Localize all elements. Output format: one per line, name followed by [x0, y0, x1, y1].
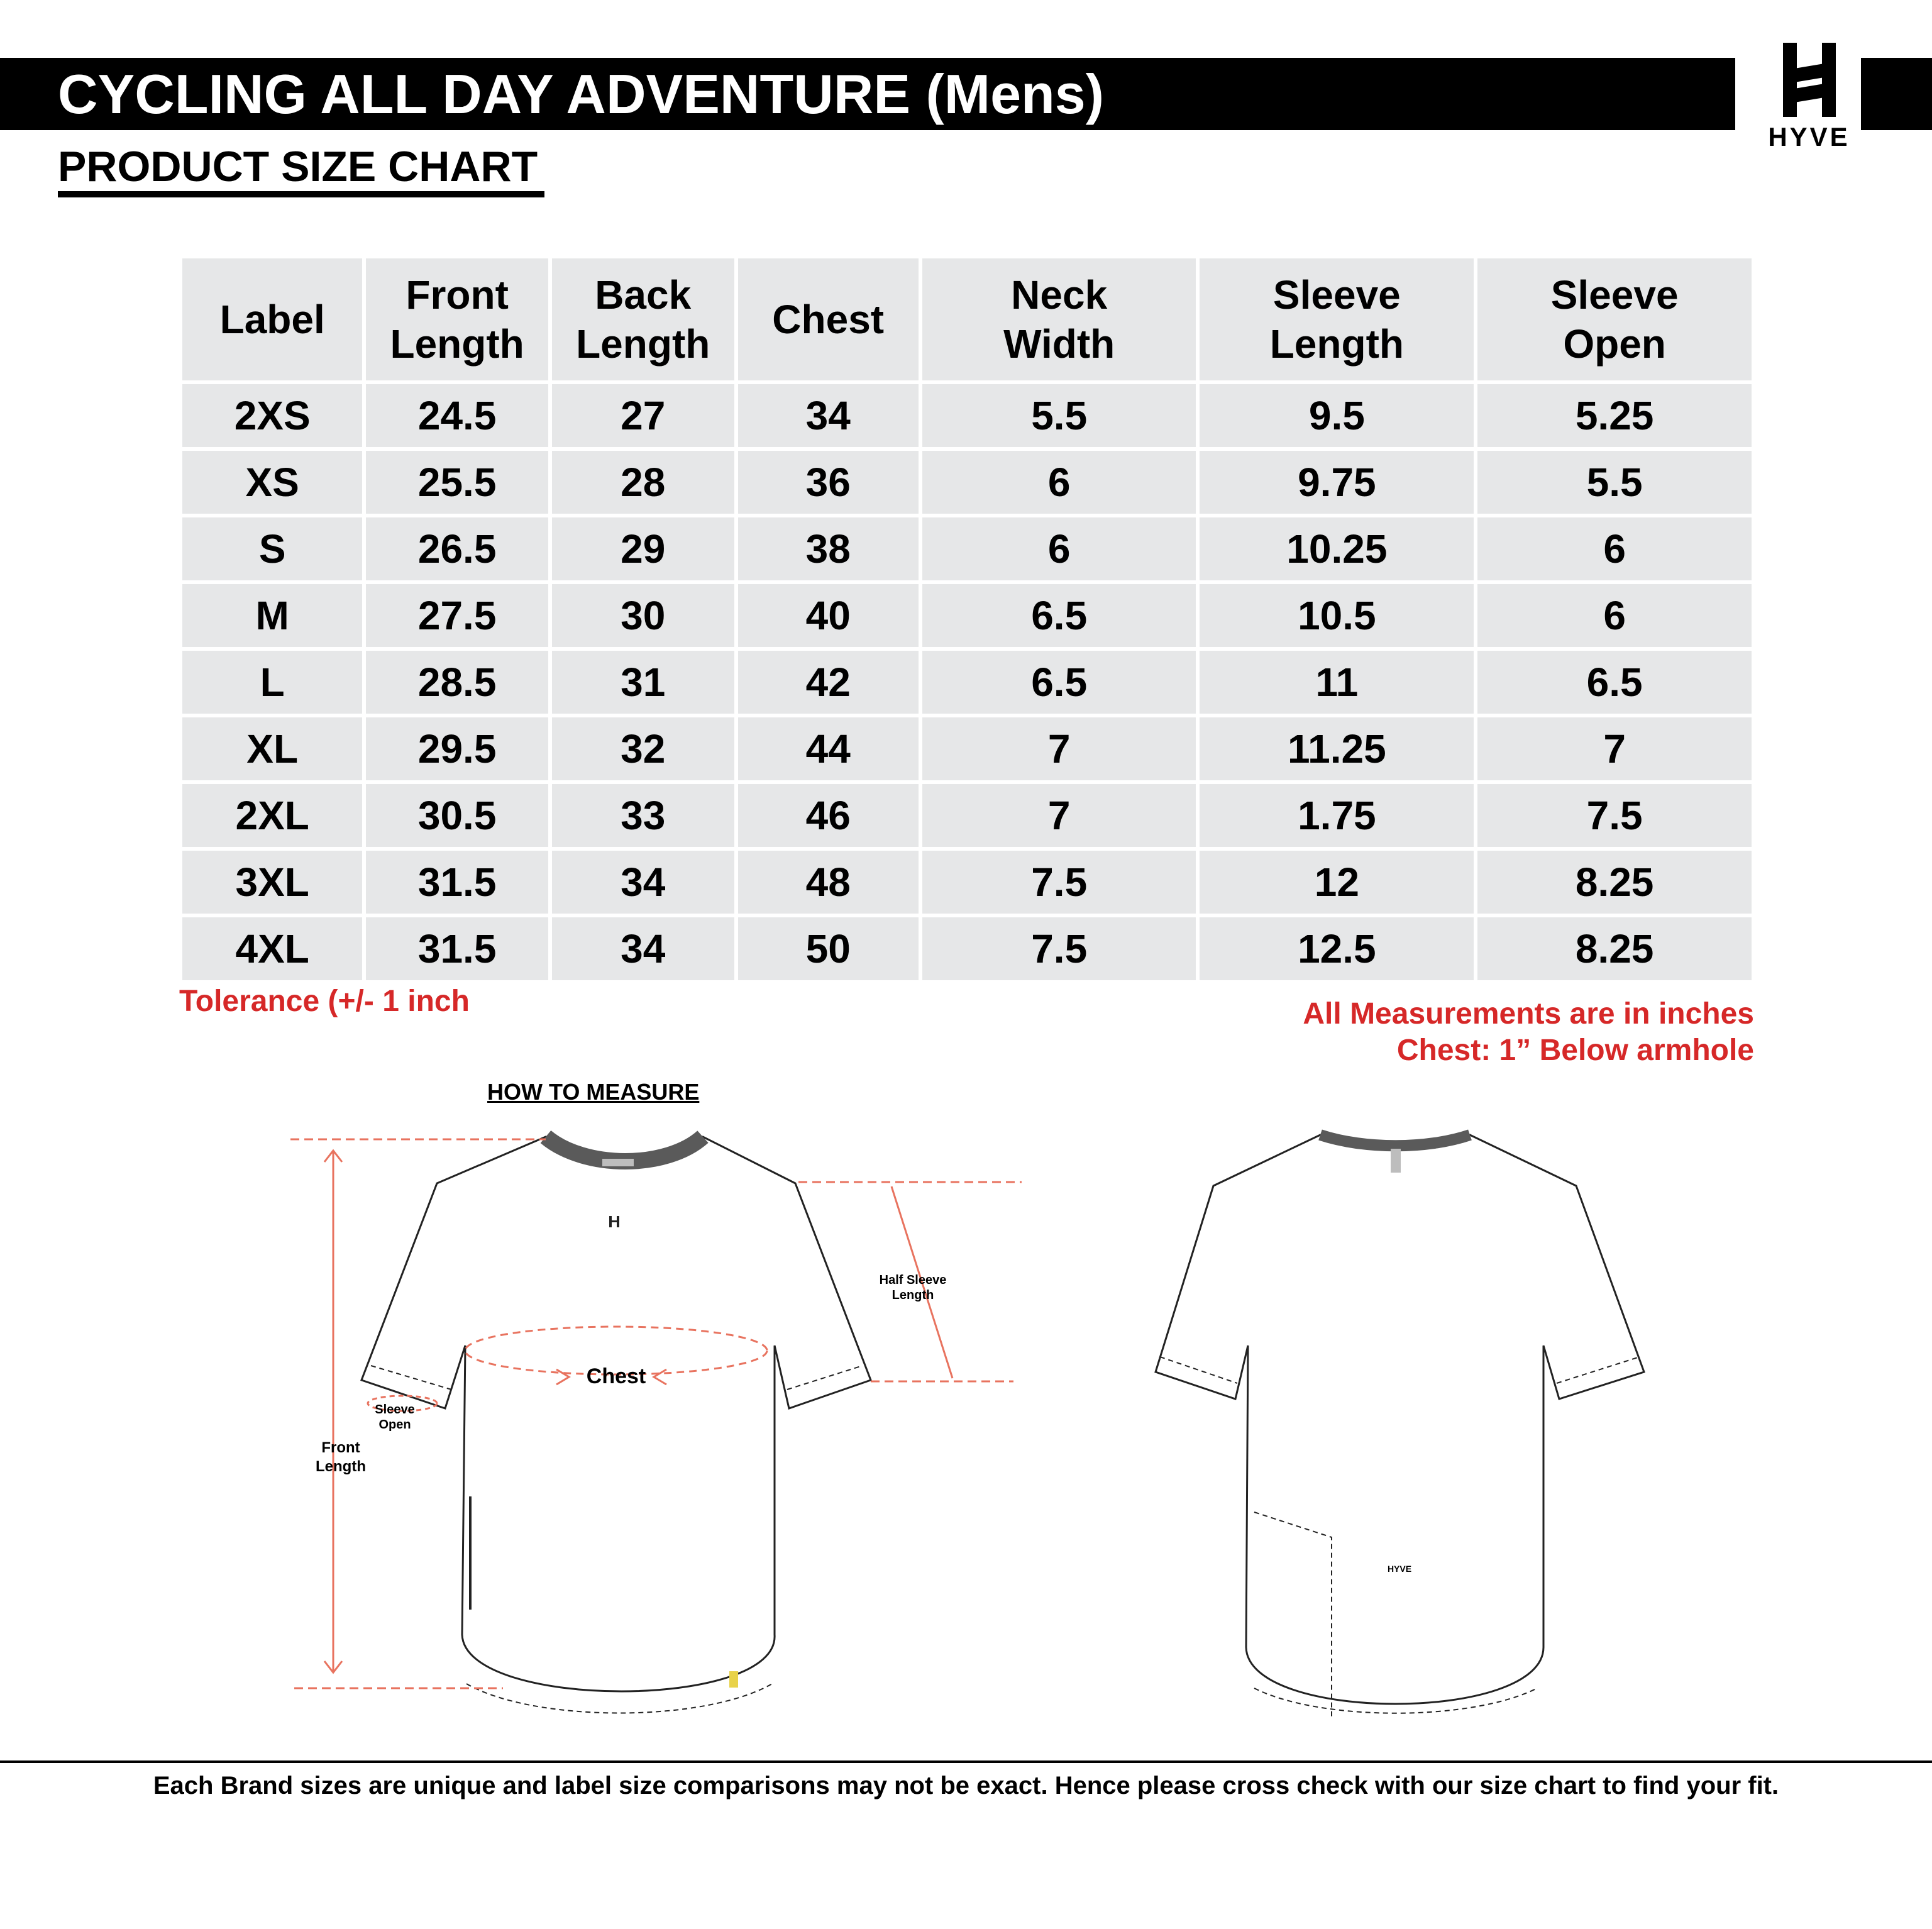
- chest-label: Chest: [586, 1364, 646, 1388]
- table-cell: 34: [552, 917, 734, 980]
- size-label-cell: 3XL: [182, 851, 362, 914]
- table-cell: 7.5: [922, 917, 1196, 980]
- size-label-cell: 2XL: [182, 784, 362, 847]
- table-cell: 42: [738, 651, 919, 714]
- units-note: All Measurements are in inches: [1303, 997, 1754, 1031]
- table-cell: 6.5: [1477, 651, 1752, 714]
- back-tshirt-illustration: [1156, 1135, 1644, 1716]
- table-cell: 6.5: [922, 584, 1196, 647]
- table-cell: 28.5: [366, 651, 548, 714]
- column-header: Front Length: [366, 258, 548, 380]
- column-header: Sleeve Open: [1477, 258, 1752, 380]
- table-header-row: [182, 258, 1752, 380]
- size-label-cell: L: [182, 651, 362, 714]
- table-cell: 6: [1477, 517, 1752, 580]
- table-cell: 50: [738, 917, 919, 980]
- table-cell: 6.5: [922, 651, 1196, 714]
- brand-name: HYVE: [1768, 122, 1850, 152]
- table-cell: 31: [552, 651, 734, 714]
- table-row: [182, 584, 1752, 647]
- table-cell: 9.5: [1200, 384, 1474, 447]
- column-header: Label: [182, 258, 362, 380]
- table-row: [182, 851, 1752, 914]
- table-cell: 1.75: [1200, 784, 1474, 847]
- size-label-cell: 4XL: [182, 917, 362, 980]
- size-label-cell: XS: [182, 451, 362, 514]
- table-cell: 5.5: [1477, 451, 1752, 514]
- table-cell: 34: [738, 384, 919, 447]
- table-cell: 12: [1200, 851, 1474, 914]
- subtitle-underline: [58, 191, 544, 197]
- table-row: [182, 451, 1752, 514]
- table-cell: 44: [738, 717, 919, 780]
- sleeve-open-label: Sleeve: [375, 1403, 415, 1417]
- size-label-cell: S: [182, 517, 362, 580]
- table-cell: 7.5: [1477, 784, 1752, 847]
- how-to-measure-heading: HOW TO MEASURE: [487, 1079, 700, 1105]
- table-cell: 36: [738, 451, 919, 514]
- table-row: [182, 717, 1752, 780]
- front-length-label: Front: [321, 1439, 360, 1456]
- table-cell: 12.5: [1200, 917, 1474, 980]
- title-bar-end: [1861, 58, 1932, 130]
- size-label-cell: 2XS: [182, 384, 362, 447]
- back-brand-label: HYVE: [1387, 1564, 1412, 1574]
- sleeve-open-label: Open: [378, 1418, 411, 1432]
- table-cell: 5.25: [1477, 384, 1752, 447]
- table-cell: 32: [552, 717, 734, 780]
- table-row: [182, 651, 1752, 714]
- table-row: [182, 517, 1752, 580]
- column-header: Back Length: [552, 258, 734, 380]
- table-cell: 38: [738, 517, 919, 580]
- table-cell: 29: [552, 517, 734, 580]
- table-cell: 7: [922, 717, 1196, 780]
- table-cell: 8.25: [1477, 851, 1752, 914]
- table-row: [182, 784, 1752, 847]
- table-cell: 27: [552, 384, 734, 447]
- chest-note: Chest: 1” Below armhole: [1396, 1034, 1754, 1067]
- table-cell: 7: [1477, 717, 1752, 780]
- table-row: [182, 917, 1752, 980]
- size-table: [179, 255, 1755, 984]
- table-cell: 31.5: [366, 917, 548, 980]
- table-row: [182, 384, 1752, 447]
- table-cell: 30: [552, 584, 734, 647]
- table-cell: 46: [738, 784, 919, 847]
- table-cell: 6: [1477, 584, 1752, 647]
- table-cell: 6: [922, 517, 1196, 580]
- hem-tag: [729, 1671, 738, 1688]
- measurement-notes: [1303, 996, 1754, 1069]
- table-cell: 29.5: [366, 717, 548, 780]
- page-title: CYCLING ALL DAY ADVENTURE (Mens): [58, 63, 1105, 125]
- footer-divider: [0, 1760, 1932, 1763]
- half-sleeve-label: Length: [891, 1288, 934, 1302]
- footer-disclaimer: Each Brand sizes are unique and label size comparisons may not be exact. Hence please cross check with our size chart to find your fit.: [153, 1772, 1779, 1799]
- table-cell: 26.5: [366, 517, 548, 580]
- table-cell: 11.25: [1200, 717, 1474, 780]
- table-cell: 5.5: [922, 384, 1196, 447]
- half-sleeve-label: Half Sleeve: [879, 1273, 947, 1287]
- table-cell: 33: [552, 784, 734, 847]
- table-cell: 28: [552, 451, 734, 514]
- table-cell: 30.5: [366, 784, 548, 847]
- size-label-cell: M: [182, 584, 362, 647]
- table-cell: 6: [922, 451, 1196, 514]
- table-cell: 10.25: [1200, 517, 1474, 580]
- back-neck-tag: [1391, 1149, 1401, 1173]
- measurement-diagram: [0, 1107, 1932, 1735]
- table-cell: 27.5: [366, 584, 548, 647]
- table-cell: 34: [552, 851, 734, 914]
- table-cell: 9.75: [1200, 451, 1474, 514]
- page-subtitle: PRODUCT SIZE CHART: [58, 143, 538, 191]
- table-cell: 8.25: [1477, 917, 1752, 980]
- table-cell: 24.5: [366, 384, 548, 447]
- table-cell: 31.5: [366, 851, 548, 914]
- front-length-label: Length: [316, 1458, 366, 1475]
- size-label-cell: XL: [182, 717, 362, 780]
- table-cell: 25.5: [366, 451, 548, 514]
- table-cell: 10.5: [1200, 584, 1474, 647]
- table-cell: 48: [738, 851, 919, 914]
- front-tshirt-illustration: [362, 1137, 871, 1713]
- table-cell: 7: [922, 784, 1196, 847]
- column-header: Chest: [738, 258, 919, 380]
- front-neck-tag: [602, 1159, 634, 1166]
- table-cell: 40: [738, 584, 919, 647]
- table-cell: 11: [1200, 651, 1474, 714]
- column-header: Sleeve Length: [1200, 258, 1474, 380]
- tolerance-note: Tolerance (+/- 1 inch: [179, 985, 470, 1018]
- column-header: Neck Width: [922, 258, 1196, 380]
- table-cell: 7.5: [922, 851, 1196, 914]
